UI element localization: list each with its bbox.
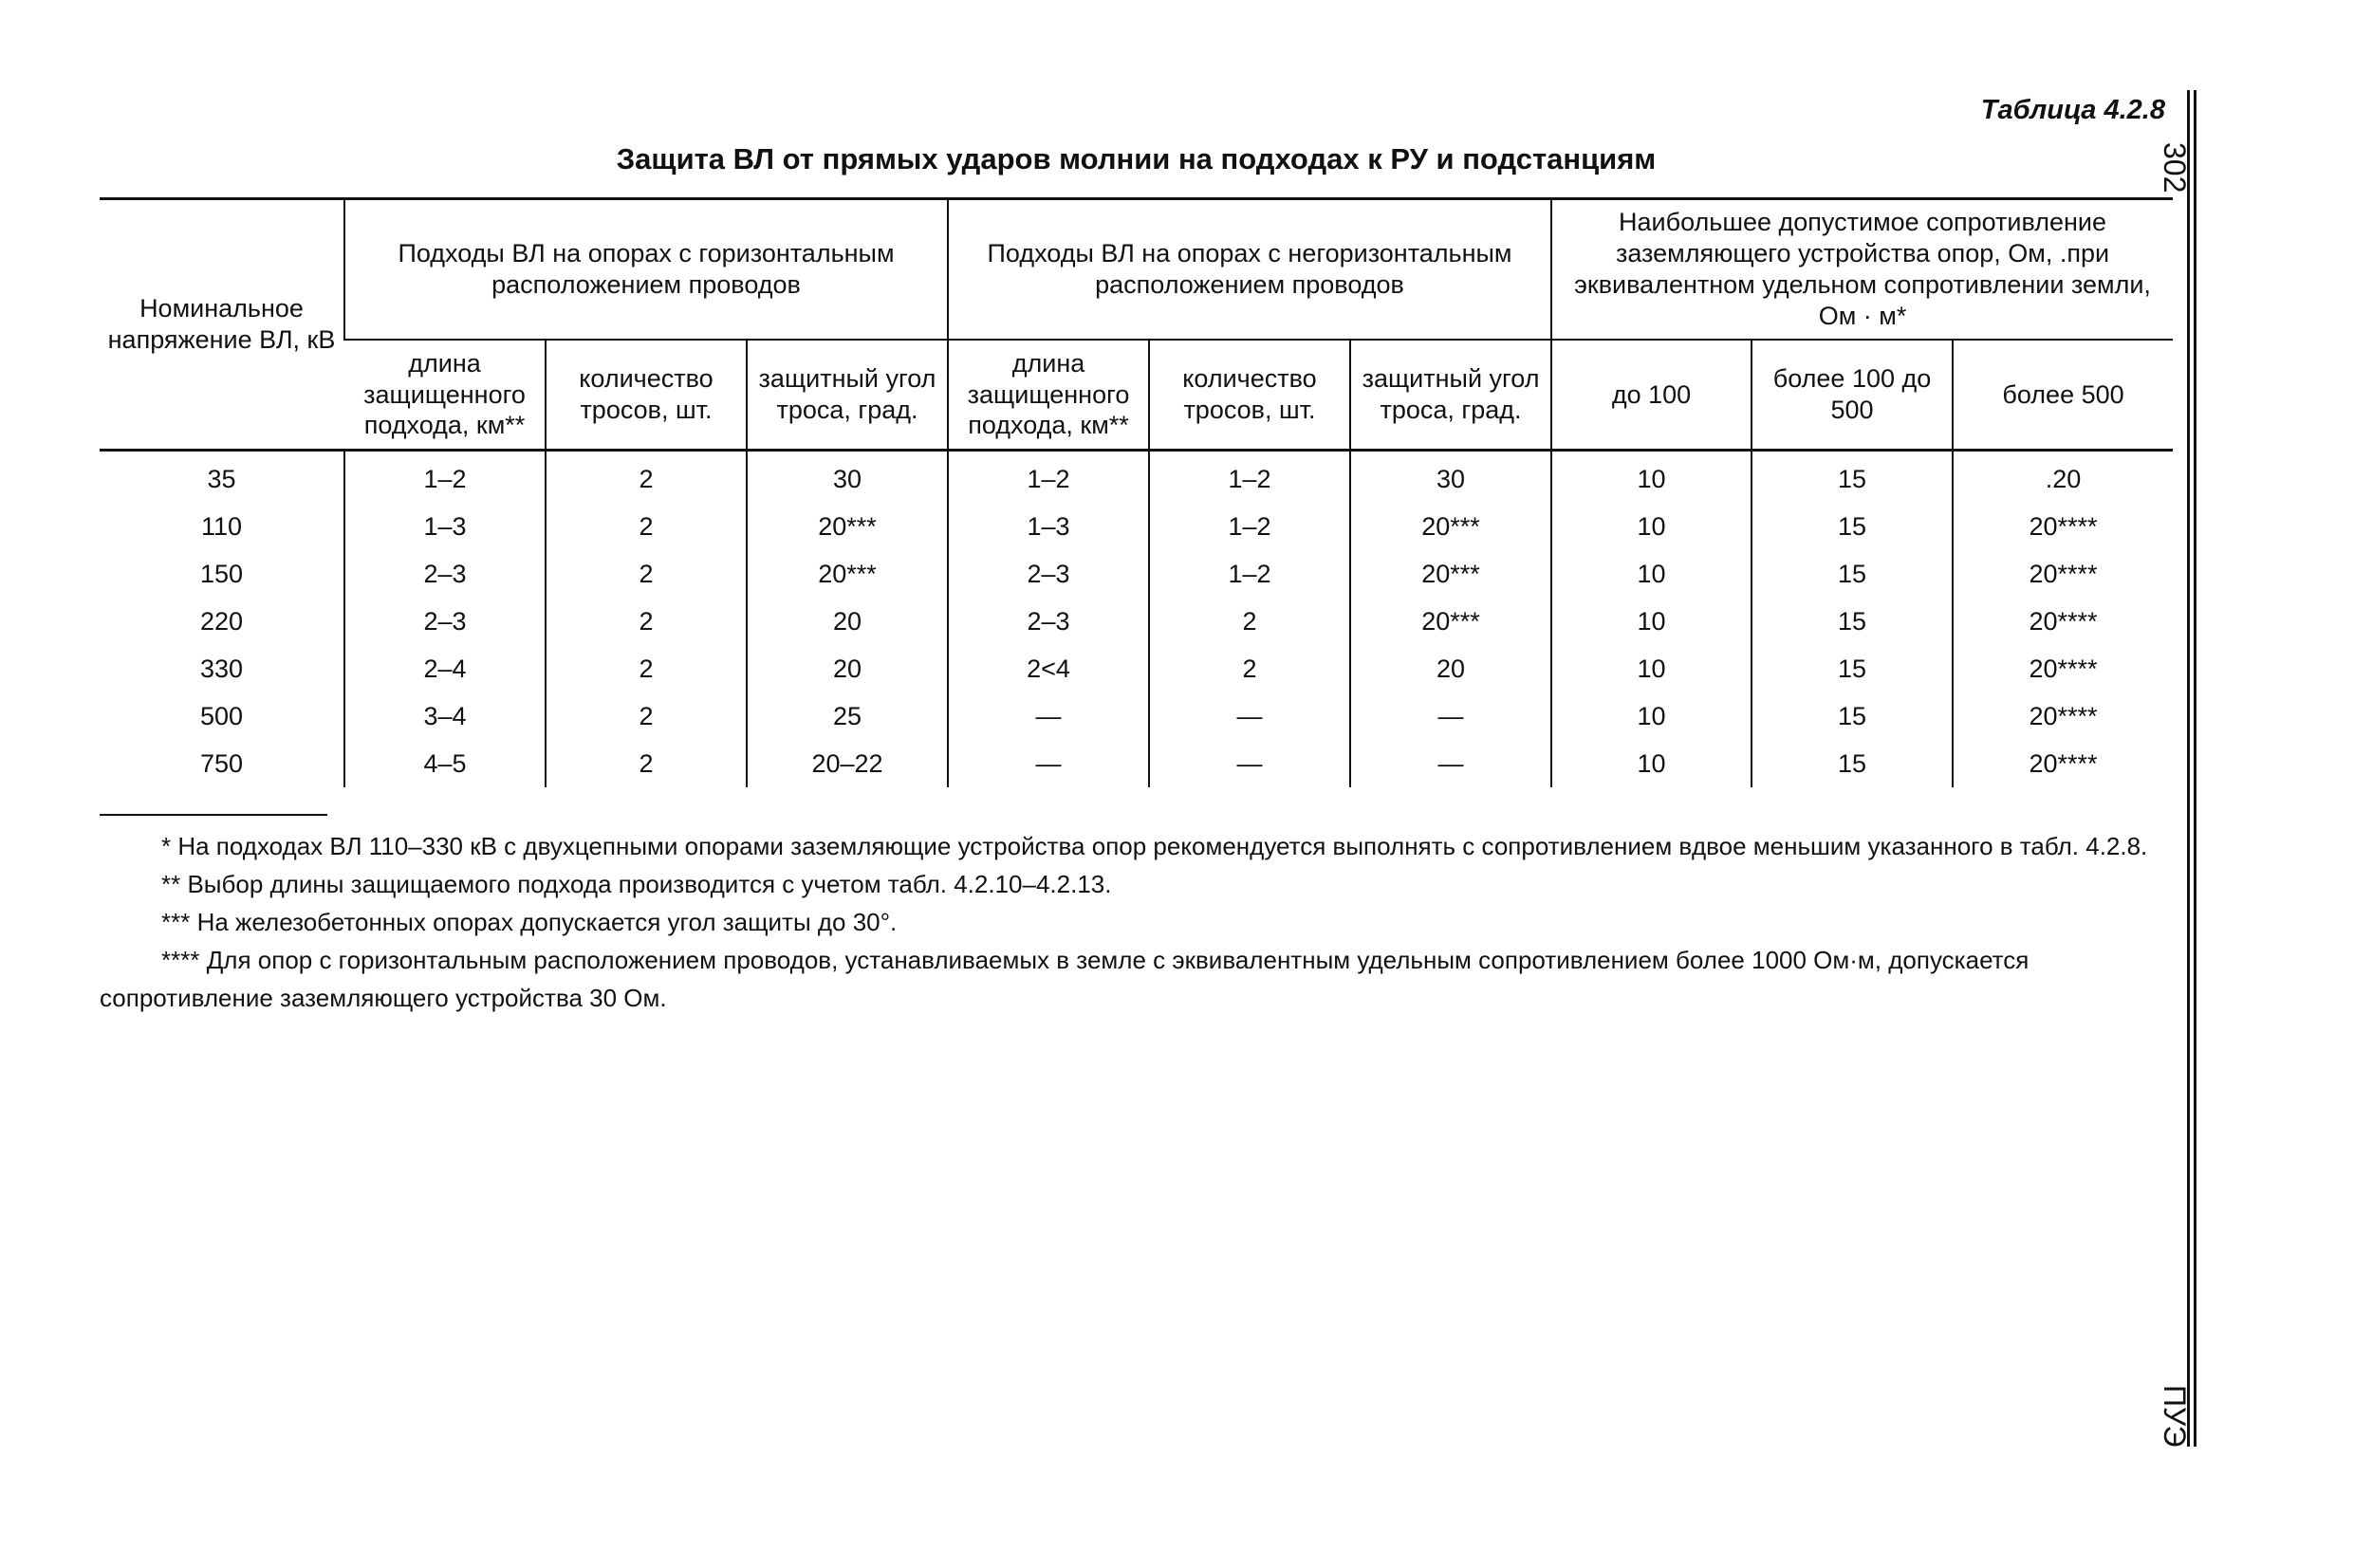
cell-h-cables: 2 xyxy=(546,503,747,550)
cell-voltage: 500 xyxy=(199,701,244,730)
table-row xyxy=(100,740,2173,787)
cell-n-cables: 2 xyxy=(1149,645,1350,692)
table-row xyxy=(100,598,2173,645)
cell-n-cables: — xyxy=(1149,740,1350,787)
cell-voltage: 35 xyxy=(207,464,236,493)
cell-res-500: 20**** xyxy=(1953,598,2173,645)
footnote-1: * На подходах ВЛ 110–330 кВ с двухцепными опорами заземляющие устройства опор рекомендуется выполнять с сопротивлением вдвое меньшим указанного в табл. 4.2.8. xyxy=(161,832,2148,860)
table-row xyxy=(100,692,2173,740)
header-row-columns xyxy=(100,340,2173,451)
cell-h-length: 3–4 xyxy=(344,692,546,740)
footnote-3: *** На железобетонных опорах допускается угол защиты до 30°. xyxy=(161,908,898,936)
margin-rule xyxy=(2187,90,2190,1447)
header-n-cables: количество тросов, шт. xyxy=(1149,340,1350,451)
cell-h-angle: 20*** xyxy=(747,503,948,550)
cell-h-length: 2–3 xyxy=(344,598,546,645)
header-h-angle: защитный угол троса, град. xyxy=(747,340,948,451)
cell-n-cables: 1–2 xyxy=(1149,550,1350,598)
cell-n-angle: — xyxy=(1350,740,1551,787)
page-number: 302 xyxy=(2158,142,2192,194)
cell-res-500: .20 xyxy=(1953,451,2173,504)
header-n-length: длина защищенного подхода, км** xyxy=(948,340,1149,451)
cell-res-100-500: 15 xyxy=(1752,451,1953,504)
cell-h-cables: 2 xyxy=(546,451,747,504)
cell-res-100: 10 xyxy=(1551,692,1752,740)
header-group-nonhorizontal: Подходы ВЛ на опорах с негоризонтальным расположением проводов xyxy=(948,199,1551,341)
header-voltage: Номинальное напряжение ВЛ, кВ xyxy=(100,199,344,451)
cell-res-100-500: 15 xyxy=(1752,598,1953,645)
footnote-4: **** Для опор с горизонтальным расположением проводов, устанавливаемых в земле с эквивалентным удельным сопротивлением более 1000 Ом·м, допускается сопротивление заземляющего устройства 30 Ом. xyxy=(100,946,2030,1012)
cell-h-length: 1–2 xyxy=(344,451,546,504)
margin-rule xyxy=(2194,90,2196,1447)
cell-n-cables: 1–2 xyxy=(1149,503,1350,550)
cell-res-100-500: 15 xyxy=(1752,692,1953,740)
cell-n-length: 2<4 xyxy=(948,645,1149,692)
cell-h-length: 1–3 xyxy=(344,503,546,550)
table-number-label: Таблица 4.2.8 xyxy=(1980,95,2165,125)
cell-res-500: 20**** xyxy=(1953,740,2173,787)
header-n-angle: защитный угол троса, град. xyxy=(1350,340,1551,451)
header-h-length: длина защищенного подхода, км** xyxy=(344,340,546,451)
cell-voltage: 110 xyxy=(200,511,243,541)
cell-res-100: 10 xyxy=(1551,645,1752,692)
running-title: ПУЭ xyxy=(2158,1385,2192,1448)
cell-n-cables: 2 xyxy=(1149,598,1350,645)
cell-h-length: 2–4 xyxy=(344,645,546,692)
protection-table xyxy=(100,197,2173,787)
cell-h-cables: 2 xyxy=(546,598,747,645)
cell-res-100-500: 15 xyxy=(1752,740,1953,787)
cell-res-500: 20**** xyxy=(1953,692,2173,740)
cell-h-angle: 20 xyxy=(747,598,948,645)
footnotes xyxy=(100,827,2173,1017)
header-res-500: более 500 xyxy=(1953,340,2173,451)
cell-h-angle: 25 xyxy=(747,692,948,740)
header-group-horizontal: Подходы ВЛ на опорах с горизонтальным расположением проводов xyxy=(344,199,948,341)
header-res-100-500: более 100 до 500 xyxy=(1752,340,1953,451)
cell-h-length: 2–3 xyxy=(344,550,546,598)
cell-voltage: 150 xyxy=(199,559,244,588)
cell-h-angle: 20 xyxy=(747,645,948,692)
cell-n-length: 1–3 xyxy=(948,503,1149,550)
table-row xyxy=(100,645,2173,692)
cell-res-500: 20**** xyxy=(1953,645,2173,692)
cell-voltage: 330 xyxy=(199,654,244,683)
cell-n-length: — xyxy=(948,740,1149,787)
cell-n-cables: 1–2 xyxy=(1149,451,1350,504)
cell-res-100-500: 15 xyxy=(1752,645,1953,692)
cell-n-length: 2–3 xyxy=(948,550,1149,598)
cell-h-angle: 30 xyxy=(747,451,948,504)
header-group-resistance: Наибольшее допустимое сопротивление заземляющего устройства опор, Ом, .при эквивалентном удельном сопротивлении земли, Ом · м* xyxy=(1551,199,2173,341)
footnote-2: ** Выбор длины защищаемого подхода производится с учетом табл. 4.2.10–4.2.13. xyxy=(161,870,1112,898)
cell-n-length: 1–2 xyxy=(948,451,1149,504)
cell-h-angle: 20–22 xyxy=(747,740,948,787)
cell-h-cables: 2 xyxy=(546,692,747,740)
header-res-100: до 100 xyxy=(1551,340,1752,451)
footnote-rule xyxy=(100,814,327,816)
cell-res-500: 20**** xyxy=(1953,550,2173,598)
cell-h-length: 4–5 xyxy=(344,740,546,787)
cell-res-100: 10 xyxy=(1551,598,1752,645)
table-row xyxy=(100,503,2173,550)
cell-n-cables: — xyxy=(1149,692,1350,740)
header-h-cables: количество тросов, шт. xyxy=(546,340,747,451)
cell-res-100-500: 15 xyxy=(1752,503,1953,550)
cell-res-100-500: 15 xyxy=(1752,550,1953,598)
table-row xyxy=(100,550,2173,598)
cell-n-length: — xyxy=(948,692,1149,740)
cell-h-angle: 20*** xyxy=(747,550,948,598)
cell-n-angle: 20*** xyxy=(1350,503,1551,550)
cell-n-angle: 20*** xyxy=(1350,598,1551,645)
cell-res-500: 20**** xyxy=(1953,503,2173,550)
header-row-groups xyxy=(100,199,2173,341)
cell-res-100: 10 xyxy=(1551,451,1752,504)
cell-n-angle: 30 xyxy=(1350,451,1551,504)
cell-voltage: 750 xyxy=(199,748,244,778)
table-title: Защита ВЛ от прямых ударов молнии на подходах к РУ и подстанциям xyxy=(616,142,1657,175)
table-row xyxy=(100,451,2173,504)
cell-h-cables: 2 xyxy=(546,550,747,598)
cell-n-angle: 20 xyxy=(1350,645,1551,692)
cell-res-100: 10 xyxy=(1551,740,1752,787)
cell-n-angle: 20*** xyxy=(1350,550,1551,598)
cell-h-cables: 2 xyxy=(546,645,747,692)
cell-res-100: 10 xyxy=(1551,503,1752,550)
cell-n-angle: — xyxy=(1350,692,1551,740)
cell-res-100: 10 xyxy=(1551,550,1752,598)
cell-h-cables: 2 xyxy=(546,740,747,787)
cell-voltage: 220 xyxy=(199,606,244,636)
cell-n-length: 2–3 xyxy=(948,598,1149,645)
